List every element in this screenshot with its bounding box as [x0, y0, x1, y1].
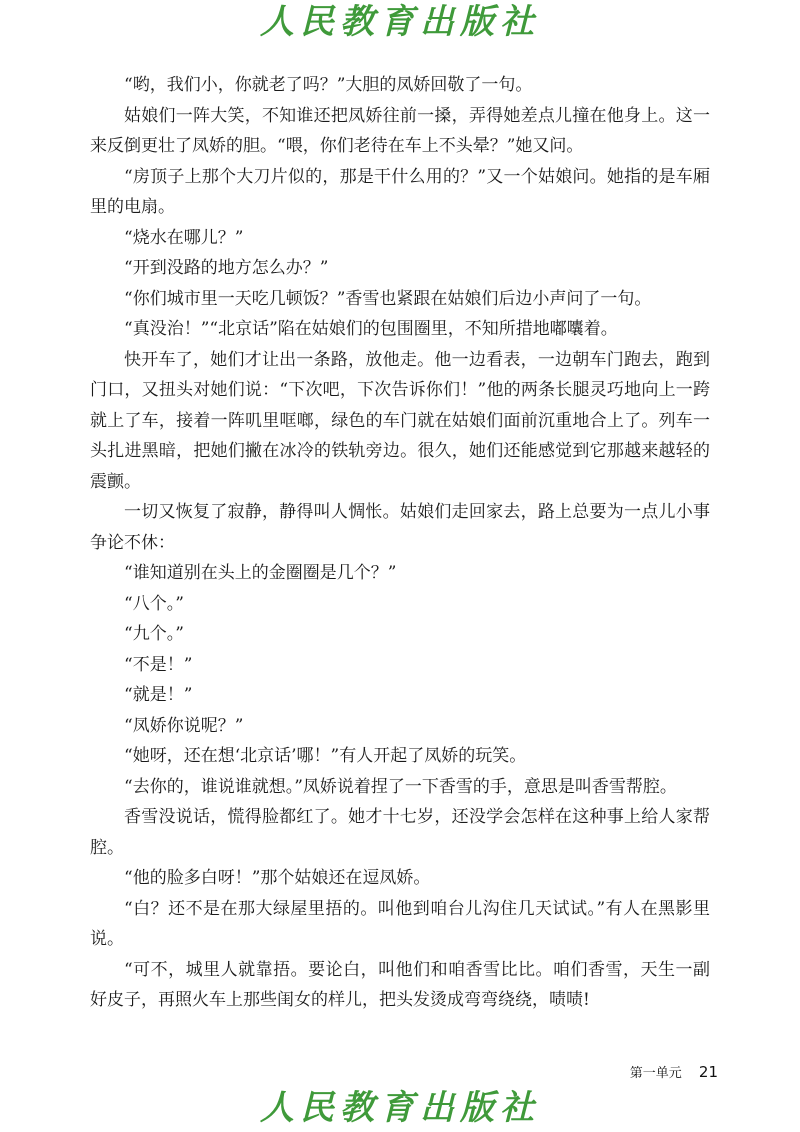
paragraph: “房顶子上那个大刀片似的，那是干什么用的？”又一个姑娘问。她指的是车厢里的电扇。: [90, 166, 710, 217]
paragraph: “凤娇你说呢？”: [124, 715, 244, 736]
paragraph: 一切又恢复了寂静，静得叫人惆怅。姑娘们走回家去，路上总要为一点儿小事争论不休：: [90, 502, 710, 553]
paragraph: “烧水在哪儿？”: [124, 227, 244, 248]
paragraph: “他的脸多白呀！”那个姑娘还在逗凤娇。: [124, 868, 431, 888]
paragraph: “八个。”: [124, 593, 184, 614]
paragraph: “九个。”: [124, 624, 184, 644]
page-footer: [630, 1062, 718, 1081]
paragraph: “真没治！”“北京话”陷在姑娘们的包围圈里，不知所措地嘟囔着。: [124, 319, 618, 339]
paragraph: “不是！”: [124, 654, 193, 675]
paragraph: “可不，城里人就靠捂。要论白，叫他们和咱香雪比比。咱们香雪，天生一副好皮子，再照火车上那些闺女的样儿，把头发烫成弯弯绕绕，啧啧!: [90, 959, 710, 1010]
paragraph: “开到没路的地方怎么办？”: [124, 258, 329, 278]
paragraph: 香雪没说话，慌得脸都红了。她才十七岁，还没学会怎样在这种事上给人家帮腔。: [90, 807, 710, 858]
paragraph: 姑娘们一阵大笑，不知谁还把凤娇往前一搡，弄得她差点儿撞在他身上。这一来反倒更壮了凤娇的胆。“喂，你们老待在车上不头晕？”她又问。: [90, 105, 710, 156]
unit-label: 第一单元: [629, 1066, 682, 1081]
page-number: 21: [698, 1063, 718, 1081]
paragraph: “哟，我们小，你就老了吗？”大胆的凤娇回敬了一句。: [124, 75, 533, 95]
paragraph: “白？还不是在那大绿屋里捂的。叫他到咱台儿沟住几天试试。”有人在黑影里说。: [90, 898, 710, 949]
paragraph: 快开车了，她们才让出一条路，放他走。他一边看表，一边朝车门跑去，跑到门口，又扭头对她们说：“下次吧，下次告诉你们！”他的两条长腿灵巧地向上一跨就上了车，接着一阵叽里哐啷，绿色的车门就在姑娘们面前沉重地合上了。列车一头扎进黑暗，把她们撇在冰冷的铁轨旁边。很久，她们还能感觉到它那越来越轻的震颤。: [90, 349, 710, 492]
paragraph: “去你的，谁说谁就想。”凤娇说着捏了一下香雪的手，意思是叫香雪帮腔。: [124, 776, 677, 797]
publisher-logo-bottom: 人民教育出版社: [260, 1088, 540, 1128]
paragraph: “她呀，还在想‘北京话’哪！”有人开起了凤娇的玩笑。: [124, 746, 527, 766]
paragraph: “谁知道别在头上的金圈圈是几个？”: [124, 563, 397, 583]
page-body: [90, 70, 710, 1016]
paragraph: “就是！”: [124, 685, 193, 705]
paragraph: “你们城市里一天吃几顿饭？”香雪也紧跟在姑娘们后边小声问了一句。: [124, 288, 652, 309]
publisher-logo-top: 人民教育出版社: [260, 2, 540, 42]
